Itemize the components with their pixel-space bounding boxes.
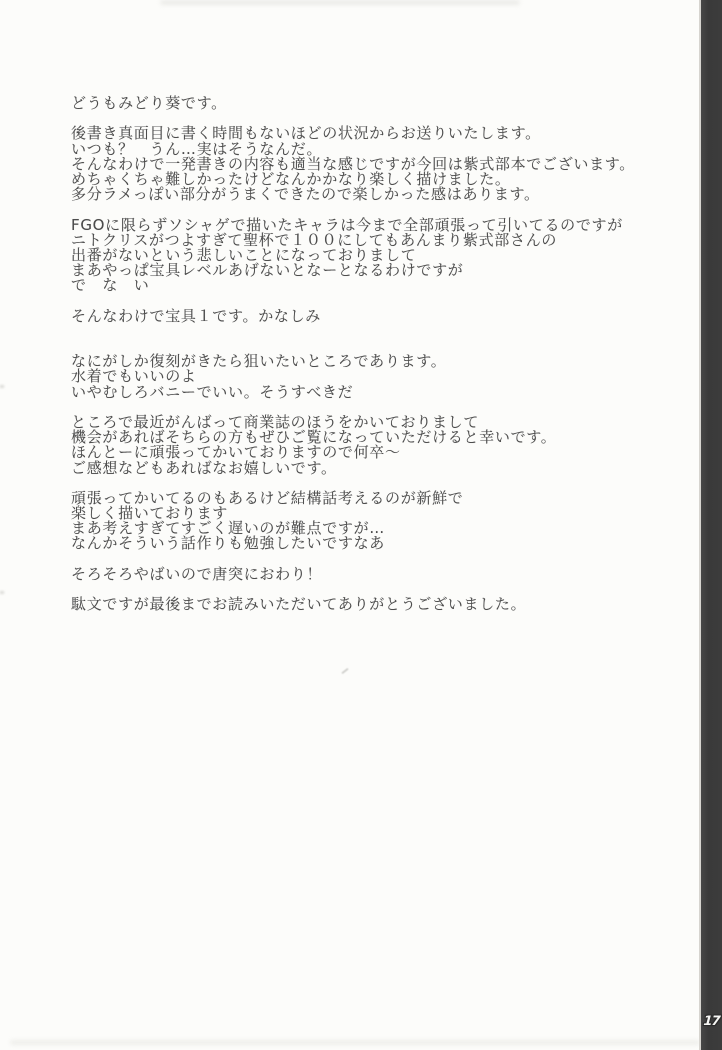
text-line: 出番がないという悲しいことになっておりまして <box>71 245 417 264</box>
text-line: 頑張ってかいてるのもあるけど結構話考えるのが新鮮で <box>71 488 464 507</box>
text-line: 後書き真面目に書く時間もないほどの状況からお送りいたします。 <box>71 124 541 143</box>
scan-edge-smudge-top <box>160 0 520 5</box>
text-line: どうもみどり葵です。 <box>71 94 227 112</box>
text-line: まあやっぱ宝具レベルあげないとなーとなるわけですが <box>71 261 464 280</box>
text-line: なんかそういう話作りも勉強したいですなあ <box>71 534 386 553</box>
afterword-text <box>71 96 671 612</box>
scan-edge-mark <box>0 385 4 388</box>
text-line: ほんとーに頑張ってかいておりますので何卒～ <box>71 443 401 462</box>
text-line: ご感想などもあればなお嬉しいです。 <box>71 458 337 477</box>
text-line: 機会があればそちらの方もぜひご覧になっていただけると幸いです。 <box>71 428 557 447</box>
page-edge-strip <box>699 0 722 1050</box>
text-line: なにがしか復刻がきたら狙いたいところであります。 <box>71 352 447 371</box>
scan-edge-mark <box>0 591 4 594</box>
scan-speck <box>341 668 349 675</box>
text-line: そろそろやばいので唐突におわり！ <box>71 564 323 583</box>
text-line: で な い <box>71 276 150 295</box>
text-line: そんなわけで一発書きの内容も適当な感じですが今回は紫式部本でございます。 <box>71 154 636 173</box>
scan-edge-smudge-bottom <box>10 1040 700 1045</box>
text-line: いつも？ うん…実はそうなんだ。 <box>71 139 323 158</box>
text-line: ところで最近がんばって商業誌のほうをかいておりまして <box>71 412 480 431</box>
text-line: まあ考えすぎてすごく遅いのが難点ですが… <box>71 519 386 538</box>
text-line: 水着でもいいのよ <box>71 367 197 386</box>
page-number: 17 <box>702 1014 721 1029</box>
text-line: 楽しく描いております <box>71 504 229 523</box>
blank-line <box>71 324 671 339</box>
text-line: いやむしろバニーでいい。そうすべきだ <box>71 382 354 401</box>
text-line: めちゃくちゃ難しかったけどなんかかなり楽しく描けました。 <box>71 169 511 188</box>
text-line: FGOに限らずソシャゲで描いたキャラは今まで全部頑張って引いてるのですが <box>71 215 623 234</box>
text-line: 多分ラメっぽい部分がうまくできたので楽しかった感はあります。 <box>71 185 540 204</box>
text-line: そんなわけで宝具１です。かなしみ <box>71 306 322 325</box>
text-line: ニトクリスがつよすぎて聖杯で１００にしてもあんまり紫式部さんの <box>71 230 558 249</box>
text-line: 駄文ですが最後までお読みいただいてありがとうございました。 <box>71 595 527 614</box>
